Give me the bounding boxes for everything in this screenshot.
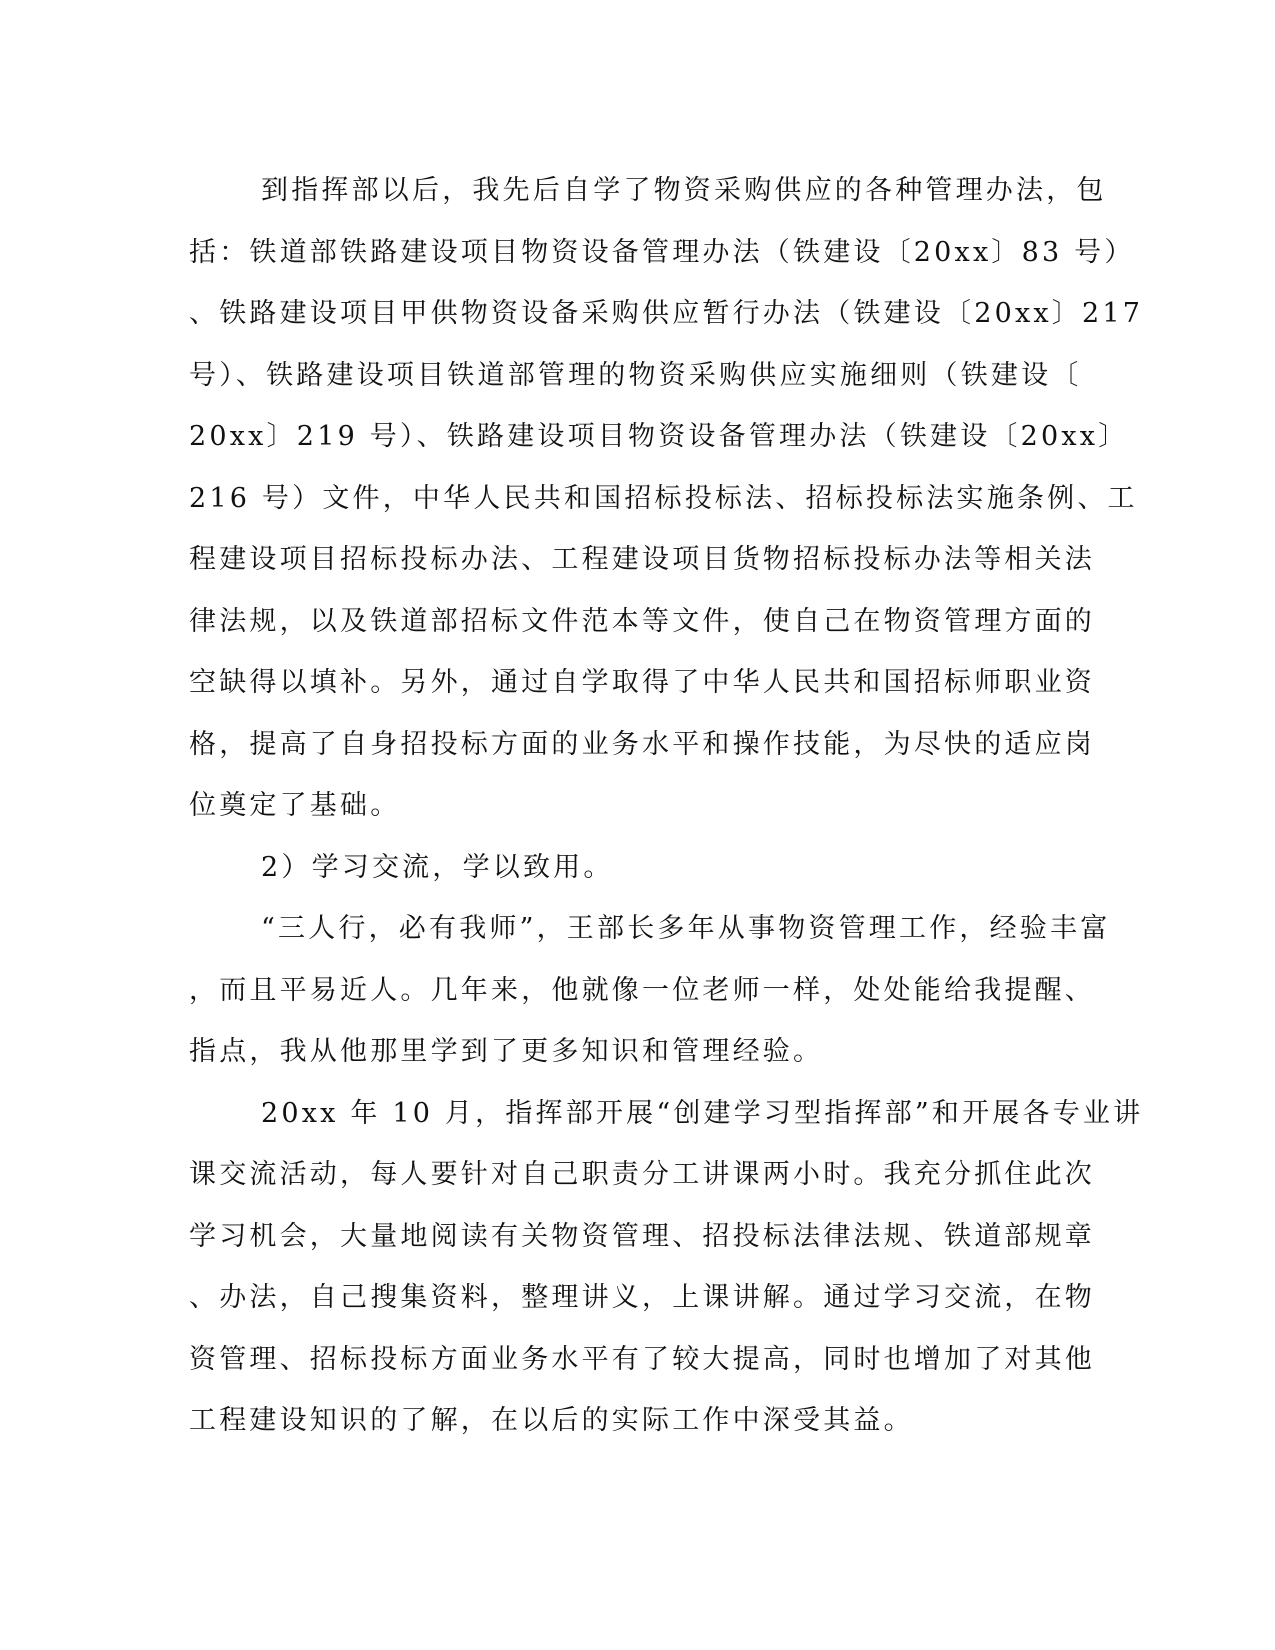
paragraph-2-line-2: ，而且平易近人。几年来，他就像一位老师一样，处处能给我提醒、 bbox=[189, 974, 1095, 1006]
paragraph-1-line-7: 程建设项目招标投标办法、工程建设项目货物招标投标办法等相关法 bbox=[189, 544, 1095, 575]
paragraph-1-line-4: 号）、铁路建设项目铁道部管理的物资采购供应实施细则（铁建设〔 bbox=[189, 359, 1082, 391]
document-body bbox=[189, 160, 1144, 1452]
paragraph-1-line-11: 位奠定了基础。 bbox=[189, 790, 401, 821]
paragraph-1-line-9: 空缺得以填补。另外，通过自学取得了中华人民共和国招标师职业资 bbox=[189, 667, 1095, 698]
paragraph-1-line-2: 括：铁道部铁路建设项目物资设备管理办法（铁建设〔20xx〕83 号） bbox=[189, 236, 1135, 268]
paragraph-3-line-4: 、办法，自己搜集资料，整理讲义，上课讲解。通过学习交流，在物 bbox=[189, 1282, 1095, 1313]
paragraph-1-line-3: 、铁路建设项目甲供物资设备采购供应暂行办法（铁建设〔20xx〕217 bbox=[189, 298, 1144, 329]
paragraph-1-line-5: 20xx〕219 号）、铁路建设项目物资设备管理办法（铁建设〔20xx〕 bbox=[189, 421, 1129, 452]
paragraph-3-line-6: 工程建设知识的了解，在以后的实际工作中深受其益。 bbox=[189, 1405, 914, 1436]
paragraph-3-line-2: 课交流活动，每人要针对自己职责分工讲课两小时。我充分抓住此次 bbox=[189, 1159, 1095, 1190]
paragraph-1-line-6: 216 号）文件，中华人民共和国招标投标法、招标投标法实施条例、工 bbox=[189, 482, 1138, 514]
section-heading: 2）学习交流，学以致用。 bbox=[261, 851, 614, 883]
paragraph-3-line-5: 资管理、招标投标方面业务水平有了较大提高，同时也增加了对其他 bbox=[189, 1343, 1095, 1375]
paragraph-1-line-1: 到指挥部以后，我先后自学了物资采购供应的各种管理办法，包 bbox=[261, 175, 1107, 206]
paragraph-3-line-1: 20xx 年 10 月，指挥部开展“创建学习型指挥部”和开展各专业讲 bbox=[261, 1097, 1144, 1129]
paragraph-2-line-3: 指点，我从他那里学到了更多知识和管理经验。 bbox=[189, 1036, 824, 1067]
paragraph-3-line-3: 学习机会，大量地阅读有关物资管理、招投标法律法规、铁道部规章 bbox=[189, 1220, 1095, 1252]
paragraph-1-line-8: 律法规，以及铁道部招标文件范本等文件，使自己在物资管理方面的 bbox=[189, 605, 1095, 637]
paragraph-1-line-10: 格，提高了自身招投标方面的业务水平和操作技能，为尽快的适应岗 bbox=[189, 728, 1095, 760]
paragraph-2-line-1: “三人行，必有我师”，王部长多年从事物资管理工作，经验丰富 bbox=[261, 913, 1111, 944]
